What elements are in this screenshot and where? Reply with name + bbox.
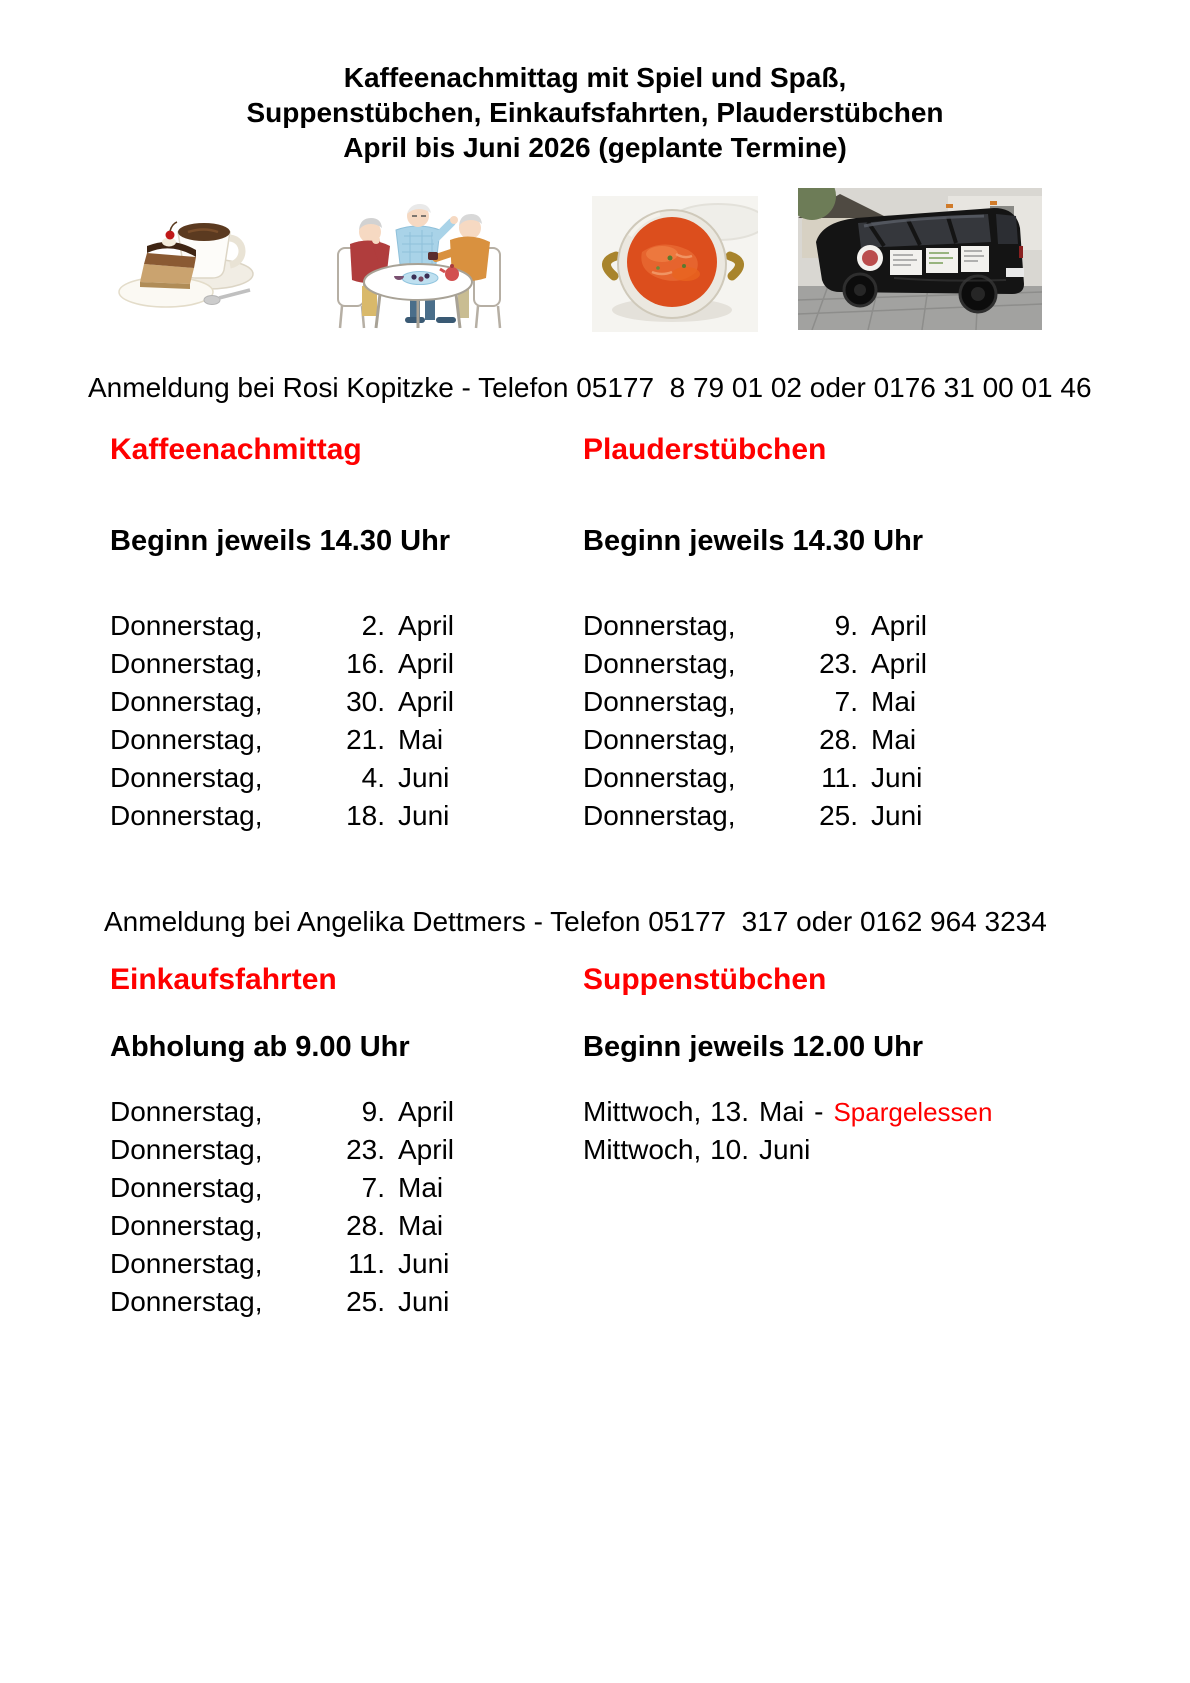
date-day: Donnerstag,: [110, 686, 263, 717]
date-month: Mai: [871, 724, 917, 755]
section-subtitle-plauderstuebchen: Beginn jeweils 14.30 Uhr: [583, 525, 924, 557]
date-month: Mai: [871, 686, 917, 717]
date-row: [110, 1245, 454, 1283]
date-number: 28.: [819, 724, 858, 755]
section-title-einkaufsfahrten: Einkaufsfahrten: [110, 963, 337, 996]
date-row: [110, 607, 454, 645]
date-row: [110, 1283, 454, 1321]
date-month: Juni: [398, 1248, 450, 1279]
date-row: [583, 1093, 992, 1131]
section-title-plauderstuebchen: Plauderstübchen: [583, 433, 827, 466]
date-day: Donnerstag,: [110, 800, 263, 831]
van-graphic: [798, 188, 1042, 330]
date-row: [583, 607, 927, 645]
date-day: Donnerstag,: [110, 610, 263, 641]
date-day: Donnerstag,: [110, 1210, 263, 1241]
title-line-2: Suppenstübchen, Einkaufsfahrten, Plauderstübchen: [246, 97, 944, 128]
date-number: 11.: [348, 1248, 385, 1279]
date-month: Mai: [398, 1210, 444, 1241]
date-separator: -: [814, 1096, 824, 1127]
date-row: [110, 797, 454, 835]
date-day: Donnerstag,: [110, 1134, 263, 1165]
date-month: April: [398, 686, 455, 717]
date-day: Donnerstag,: [110, 762, 263, 793]
date-row: [110, 645, 454, 683]
date-row: [110, 1169, 454, 1207]
title-line-3: April bis Juni 2026 (geplante Termine): [343, 132, 847, 163]
page-title: [0, 60, 1190, 165]
date-month: April: [871, 648, 928, 679]
date-row: [583, 1131, 992, 1169]
date-row: [110, 759, 454, 797]
date-day: Donnerstag,: [583, 648, 736, 679]
date-number: 21.: [346, 724, 385, 755]
date-row: [110, 1131, 454, 1169]
date-day: Donnerstag,: [583, 686, 736, 717]
date-day: Mittwoch,: [583, 1096, 702, 1127]
date-day: Donnerstag,: [110, 1172, 263, 1203]
date-list-kaffeenachmittag: [110, 607, 454, 835]
date-number: 7.: [361, 1172, 385, 1203]
date-month: Mai: [398, 1172, 444, 1203]
section-kaffeenachmittag: [110, 432, 454, 835]
section-subtitle-einkaufsfahrten: Abholung ab 9.00 Uhr: [110, 1031, 410, 1063]
date-number: 23.: [346, 1134, 385, 1165]
date-month: Juni: [759, 1134, 811, 1165]
section-title-suppenstuebchen: Suppenstübchen: [583, 963, 827, 996]
date-month: April: [398, 648, 455, 679]
date-row: [583, 797, 927, 835]
date-day: Mittwoch,: [583, 1134, 702, 1165]
date-month: Juni: [398, 1286, 450, 1317]
date-list-suppenstuebchen: [583, 1093, 992, 1169]
date-number: 9.: [834, 610, 858, 641]
date-row: [110, 721, 454, 759]
soup-pot-photo: [592, 196, 758, 332]
date-number: 23.: [819, 648, 858, 679]
date-month: Juni: [398, 800, 450, 831]
section-subtitle-suppenstuebchen: Beginn jeweils 12.00 Uhr: [583, 1031, 924, 1063]
date-day: Donnerstag,: [110, 724, 263, 755]
date-row: [583, 721, 927, 759]
date-day: Donnerstag,: [110, 648, 263, 679]
soup-pot-graphic: [592, 196, 758, 332]
date-row: [583, 683, 927, 721]
title-line-1: Kaffeenachmittag mit Spiel und Spaß,: [343, 62, 847, 93]
date-row: [583, 645, 927, 683]
date-number: 7.: [834, 686, 858, 717]
registration-line-rosi: Anmeldung bei Rosi Kopitzke - Telefon 05177 8 79 01 02 oder 0176 31 00 01 46: [88, 372, 1092, 403]
date-day: Donnerstag,: [110, 1286, 263, 1317]
date-number: 9.: [361, 1096, 385, 1127]
registration-line-angelika: Anmeldung bei Angelika Dettmers - Telefon 05177 317 oder 0162 964 3234: [104, 906, 1047, 937]
section-suppenstuebchen: [583, 962, 992, 1169]
date-month: Juni: [398, 762, 450, 793]
images-row: [0, 180, 1190, 332]
date-month: April: [871, 610, 928, 641]
date-number: 4.: [361, 762, 385, 793]
date-month: Mai: [759, 1096, 805, 1127]
date-list-plauderstuebchen: [583, 607, 927, 835]
date-number: 30.: [346, 686, 385, 717]
black-van-photo: [798, 188, 1042, 330]
coffee-and-cake-photo: [114, 186, 258, 318]
date-number: 16.: [346, 648, 385, 679]
date-month: April: [398, 1134, 455, 1165]
date-number: 13.: [710, 1096, 749, 1127]
date-number: 2.: [361, 610, 385, 641]
date-month: April: [398, 610, 455, 641]
date-row: [110, 1093, 454, 1131]
section-title-kaffeenachmittag: Kaffeenachmittag: [110, 433, 362, 466]
date-day: Donnerstag,: [583, 762, 736, 793]
date-day: Donnerstag,: [110, 1096, 263, 1127]
date-month: Juni: [871, 762, 923, 793]
date-month: April: [398, 1096, 455, 1127]
date-month: Mai: [398, 724, 444, 755]
section-subtitle-kaffeenachmittag: Beginn jeweils 14.30 Uhr: [110, 525, 451, 557]
date-number: 25.: [819, 800, 858, 831]
seniors-at-table-illustration: [332, 188, 506, 330]
section-einkaufsfahrten: [110, 962, 454, 1321]
date-row: [110, 683, 454, 721]
date-row: [583, 759, 927, 797]
date-number: 18.: [346, 800, 385, 831]
date-number: 25.: [346, 1286, 385, 1317]
date-list-einkaufsfahrten: [110, 1093, 454, 1321]
date-number: 28.: [346, 1210, 385, 1241]
seniors-table-graphic: [332, 188, 506, 330]
date-month: Juni: [871, 800, 923, 831]
date-day: Donnerstag,: [583, 610, 736, 641]
coffee-and-cake-graphic: [114, 186, 258, 318]
date-number: 11.: [821, 762, 858, 793]
date-day: Donnerstag,: [583, 724, 736, 755]
section-plauderstuebchen: [583, 432, 927, 835]
date-number: 10.: [710, 1134, 749, 1165]
date-note-spargelessen: Spargelessen: [833, 1097, 993, 1127]
date-day: Donnerstag,: [110, 1248, 263, 1279]
date-row: [110, 1207, 454, 1245]
date-day: Donnerstag,: [583, 800, 736, 831]
